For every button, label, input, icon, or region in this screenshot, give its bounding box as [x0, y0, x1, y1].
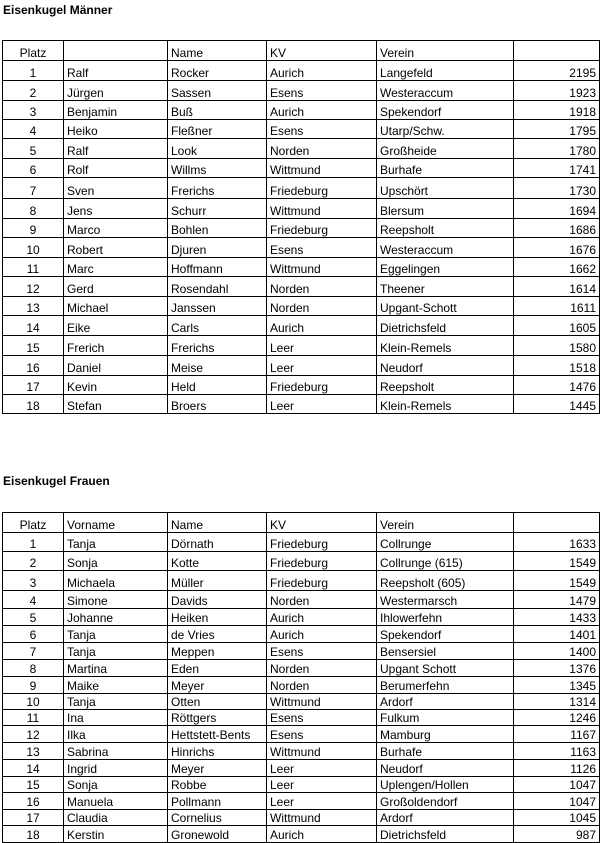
- header-platz: Platz: [3, 41, 64, 61]
- cell-vorname: Maike: [64, 677, 168, 694]
- cell-punkte: 1605: [514, 316, 600, 336]
- table-row: [3, 258, 600, 277]
- cell-punkte: 1518: [514, 356, 600, 376]
- table-row: [3, 356, 600, 376]
- cell-vorname: Ina: [64, 710, 168, 726]
- cell-vorname: Manuela: [64, 793, 168, 810]
- cell-verein: Westeraccum: [377, 238, 514, 258]
- cell-punkte: 1246: [514, 710, 600, 726]
- cell-name: Meyer: [168, 760, 267, 777]
- cell-vorname: Tanja: [64, 643, 168, 660]
- cell-kv: Aurich: [267, 101, 377, 120]
- cell-punkte: 1730: [514, 178, 600, 199]
- header-name: Name: [168, 41, 267, 61]
- cell-punkte: 1047: [514, 793, 600, 810]
- cell-kv: Aurich: [267, 61, 377, 81]
- cell-name: Hinrichs: [168, 743, 267, 760]
- table-row: [3, 726, 600, 743]
- cell-kv: Leer: [267, 793, 377, 810]
- cell-vorname: Stefan: [64, 395, 168, 414]
- men-section-title: Eisenkugel Männer: [3, 3, 113, 17]
- cell-name: Buß: [168, 101, 267, 120]
- cell-name: Meppen: [168, 643, 267, 660]
- cell-vorname: Eike: [64, 316, 168, 336]
- cell-verein: Langefeld: [377, 61, 514, 81]
- cell-name: Hoffmann: [168, 258, 267, 277]
- cell-platz: 11: [3, 710, 64, 726]
- cell-verein: Blersum: [377, 199, 514, 219]
- cell-vorname: Sonja: [64, 552, 168, 571]
- cell-vorname: Michael: [64, 297, 168, 316]
- cell-punkte: 1580: [514, 336, 600, 356]
- header-kv: KV: [267, 513, 377, 533]
- table-row: [3, 178, 600, 199]
- table-row: [3, 219, 600, 238]
- table-row: [3, 571, 600, 591]
- cell-vorname: Ralf: [64, 61, 168, 81]
- cell-platz: 14: [3, 760, 64, 777]
- cell-punkte: 1633: [514, 533, 600, 552]
- cell-name: Bohlen: [168, 219, 267, 238]
- cell-vorname: Sven: [64, 178, 168, 199]
- cell-name: Heiken: [168, 609, 267, 626]
- cell-verein: Collrunge: [377, 533, 514, 552]
- cell-kv: Norden: [267, 139, 377, 159]
- cell-name: Schurr: [168, 199, 267, 219]
- table-row: [3, 81, 600, 101]
- cell-punkte: 1400: [514, 643, 600, 660]
- cell-name: Look: [168, 139, 267, 159]
- cell-punkte: 1167: [514, 726, 600, 743]
- cell-platz: 5: [3, 609, 64, 626]
- cell-vorname: Jens: [64, 199, 168, 219]
- cell-punkte: 1614: [514, 277, 600, 297]
- header-verein: Verein: [377, 513, 514, 533]
- cell-punkte: 2195: [514, 61, 600, 81]
- cell-kv: Esens: [267, 710, 377, 726]
- cell-verein: Burhafe: [377, 743, 514, 760]
- cell-kv: Friedeburg: [267, 571, 377, 591]
- cell-platz: 15: [3, 777, 64, 793]
- cell-name: Pollmann: [168, 793, 267, 810]
- cell-vorname: Kerstin: [64, 826, 168, 843]
- cell-punkte: 1045: [514, 810, 600, 826]
- cell-name: Kotte: [168, 552, 267, 571]
- cell-platz: 10: [3, 694, 64, 710]
- cell-punkte: 1476: [514, 376, 600, 395]
- cell-punkte: 1047: [514, 777, 600, 793]
- cell-vorname: Daniel: [64, 356, 168, 376]
- women-results-table: [2, 512, 600, 843]
- table-header-row: [3, 513, 600, 533]
- table-row: [3, 277, 600, 297]
- cell-vorname: Johanne: [64, 609, 168, 626]
- men-results-table: [2, 40, 600, 414]
- cell-name: Dörnath: [168, 533, 267, 552]
- table-row: [3, 643, 600, 660]
- cell-vorname: Sabrina: [64, 743, 168, 760]
- cell-kv: Wittmund: [267, 743, 377, 760]
- cell-kv: Esens: [267, 120, 377, 139]
- table-row: [3, 743, 600, 760]
- cell-kv: Wittmund: [267, 810, 377, 826]
- table-row: [3, 159, 600, 178]
- cell-vorname: Martina: [64, 660, 168, 677]
- table-row: [3, 552, 600, 571]
- cell-platz: 17: [3, 376, 64, 395]
- cell-platz: 9: [3, 677, 64, 694]
- table-header-row: [3, 41, 600, 61]
- cell-platz: 13: [3, 297, 64, 316]
- cell-name: Röttgers: [168, 710, 267, 726]
- cell-kv: Norden: [267, 660, 377, 677]
- header-punkte: [514, 513, 600, 533]
- cell-name: Held: [168, 376, 267, 395]
- cell-vorname: Tanja: [64, 694, 168, 710]
- cell-punkte: 1676: [514, 238, 600, 258]
- cell-kv: Norden: [267, 277, 377, 297]
- cell-platz: 8: [3, 199, 64, 219]
- cell-verein: Spekendorf: [377, 626, 514, 643]
- cell-vorname: Ingrid: [64, 760, 168, 777]
- cell-punkte: 1345: [514, 677, 600, 694]
- cell-name: Müller: [168, 571, 267, 591]
- header-name: Name: [168, 513, 267, 533]
- cell-platz: 17: [3, 810, 64, 826]
- cell-kv: Friedeburg: [267, 552, 377, 571]
- women-section-title: Eisenkugel Frauen: [3, 474, 110, 488]
- cell-vorname: Ralf: [64, 139, 168, 159]
- cell-verein: Großoldendorf: [377, 793, 514, 810]
- cell-platz: 3: [3, 101, 64, 120]
- cell-verein: Eggelingen: [377, 258, 514, 277]
- cell-platz: 13: [3, 743, 64, 760]
- cell-name: Broers: [168, 395, 267, 414]
- table-row: [3, 660, 600, 677]
- cell-name: Fleßner: [168, 120, 267, 139]
- cell-name: Gronewold: [168, 826, 267, 843]
- cell-verein: Fulkum: [377, 710, 514, 726]
- cell-platz: 18: [3, 395, 64, 414]
- header-vorname: [64, 41, 168, 61]
- cell-vorname: Tanja: [64, 533, 168, 552]
- table-row: [3, 694, 600, 710]
- cell-name: Djuren: [168, 238, 267, 258]
- cell-vorname: Claudia: [64, 810, 168, 826]
- cell-vorname: Heiko: [64, 120, 168, 139]
- cell-platz: 15: [3, 336, 64, 356]
- cell-vorname: Tanja: [64, 626, 168, 643]
- cell-vorname: Marco: [64, 219, 168, 238]
- cell-punkte: 1923: [514, 81, 600, 101]
- table-row: [3, 61, 600, 81]
- cell-platz: 1: [3, 533, 64, 552]
- table-row: [3, 826, 600, 843]
- cell-kv: Aurich: [267, 316, 377, 336]
- cell-name: Robbe: [168, 777, 267, 793]
- cell-name: Meise: [168, 356, 267, 376]
- cell-platz: 7: [3, 643, 64, 660]
- cell-verein: Bensersiel: [377, 643, 514, 660]
- cell-kv: Wittmund: [267, 159, 377, 178]
- cell-vorname: Simone: [64, 591, 168, 609]
- table-row: [3, 199, 600, 219]
- cell-name: Frerichs: [168, 178, 267, 199]
- cell-name: Otten: [168, 694, 267, 710]
- cell-verein: Reepsholt: [377, 219, 514, 238]
- cell-verein: Upgant-Schott: [377, 297, 514, 316]
- cell-platz: 2: [3, 81, 64, 101]
- cell-vorname: Frerich: [64, 336, 168, 356]
- cell-verein: Collrunge (615): [377, 552, 514, 571]
- cell-name: Eden: [168, 660, 267, 677]
- table-row: [3, 609, 600, 626]
- table-row: [3, 710, 600, 726]
- table-row: [3, 238, 600, 258]
- cell-verein: Neudorf: [377, 760, 514, 777]
- cell-kv: Friedeburg: [267, 219, 377, 238]
- cell-name: Willms: [168, 159, 267, 178]
- cell-vorname: Rolf: [64, 159, 168, 178]
- cell-vorname: Robert: [64, 238, 168, 258]
- cell-verein: Westeraccum: [377, 81, 514, 101]
- cell-punkte: 1401: [514, 626, 600, 643]
- cell-name: Cornelius: [168, 810, 267, 826]
- cell-platz: 14: [3, 316, 64, 336]
- cell-kv: Wittmund: [267, 258, 377, 277]
- header-verein: Verein: [377, 41, 514, 61]
- cell-kv: Friedeburg: [267, 376, 377, 395]
- cell-kv: Leer: [267, 336, 377, 356]
- cell-verein: Mamburg: [377, 726, 514, 743]
- cell-kv: Leer: [267, 395, 377, 414]
- table-row: [3, 591, 600, 609]
- cell-punkte: 1662: [514, 258, 600, 277]
- table-row: [3, 760, 600, 777]
- cell-vorname: Marc: [64, 258, 168, 277]
- cell-vorname: Gerd: [64, 277, 168, 297]
- cell-kv: Norden: [267, 297, 377, 316]
- cell-vorname: Ilka: [64, 726, 168, 743]
- cell-kv: Norden: [267, 591, 377, 609]
- table-row: [3, 120, 600, 139]
- cell-kv: Aurich: [267, 626, 377, 643]
- table-row: [3, 777, 600, 793]
- cell-vorname: Michaela: [64, 571, 168, 591]
- cell-punkte: 1741: [514, 159, 600, 178]
- cell-punkte: 1795: [514, 120, 600, 139]
- cell-verein: Upschört: [377, 178, 514, 199]
- cell-verein: Westermarsch: [377, 591, 514, 609]
- cell-name: Carls: [168, 316, 267, 336]
- cell-kv: Esens: [267, 726, 377, 743]
- table-row: [3, 297, 600, 316]
- header-vorname: Vorname: [64, 513, 168, 533]
- cell-punkte: 987: [514, 826, 600, 843]
- cell-kv: Norden: [267, 677, 377, 694]
- cell-verein: Utarp/Schw.: [377, 120, 514, 139]
- cell-punkte: 1314: [514, 694, 600, 710]
- cell-platz: 2: [3, 552, 64, 571]
- cell-vorname: Sonja: [64, 777, 168, 793]
- cell-punkte: 1780: [514, 139, 600, 159]
- table-row: [3, 376, 600, 395]
- table-row: [3, 810, 600, 826]
- cell-punkte: 1686: [514, 219, 600, 238]
- cell-name: Frerichs: [168, 336, 267, 356]
- cell-kv: Friedeburg: [267, 178, 377, 199]
- table-row: [3, 316, 600, 336]
- cell-name: Rosendahl: [168, 277, 267, 297]
- cell-name: Sassen: [168, 81, 267, 101]
- cell-punkte: 1611: [514, 297, 600, 316]
- header-punkte: [514, 41, 600, 61]
- cell-kv: Aurich: [267, 609, 377, 626]
- table-row: [3, 626, 600, 643]
- cell-vorname: Benjamin: [64, 101, 168, 120]
- cell-kv: Leer: [267, 760, 377, 777]
- cell-vorname: Kevin: [64, 376, 168, 395]
- cell-platz: 5: [3, 139, 64, 159]
- cell-verein: Uplengen/Hollen: [377, 777, 514, 793]
- cell-verein: Dietrichsfeld: [377, 826, 514, 843]
- table-row: [3, 139, 600, 159]
- table-row: [3, 677, 600, 694]
- cell-punkte: 1445: [514, 395, 600, 414]
- cell-verein: Neudorf: [377, 356, 514, 376]
- header-kv: KV: [267, 41, 377, 61]
- table-row: [3, 793, 600, 810]
- cell-verein: Reepsholt (605): [377, 571, 514, 591]
- cell-name: Meyer: [168, 677, 267, 694]
- cell-kv: Wittmund: [267, 694, 377, 710]
- cell-platz: 12: [3, 277, 64, 297]
- cell-punkte: 1549: [514, 552, 600, 571]
- cell-kv: Leer: [267, 777, 377, 793]
- cell-platz: 6: [3, 159, 64, 178]
- cell-kv: Esens: [267, 81, 377, 101]
- cell-platz: 4: [3, 591, 64, 609]
- cell-platz: 10: [3, 238, 64, 258]
- cell-platz: 7: [3, 178, 64, 199]
- cell-kv: Esens: [267, 643, 377, 660]
- cell-platz: 8: [3, 660, 64, 677]
- cell-verein: Theener: [377, 277, 514, 297]
- cell-name: Davids: [168, 591, 267, 609]
- table-row: [3, 533, 600, 552]
- cell-verein: Ardorf: [377, 694, 514, 710]
- cell-kv: Leer: [267, 356, 377, 376]
- cell-kv: Wittmund: [267, 199, 377, 219]
- cell-platz: 3: [3, 571, 64, 591]
- cell-name: de Vries: [168, 626, 267, 643]
- cell-kv: Esens: [267, 238, 377, 258]
- table-row: [3, 101, 600, 120]
- cell-verein: Klein-Remels: [377, 395, 514, 414]
- cell-platz: 1: [3, 61, 64, 81]
- cell-platz: 16: [3, 793, 64, 810]
- cell-kv: Friedeburg: [267, 533, 377, 552]
- cell-verein: Upgant Schott: [377, 660, 514, 677]
- cell-verein: Dietrichsfeld: [377, 316, 514, 336]
- cell-verein: Spekendorf: [377, 101, 514, 120]
- cell-verein: Großheide: [377, 139, 514, 159]
- cell-punkte: 1433: [514, 609, 600, 626]
- cell-verein: Ardorf: [377, 810, 514, 826]
- table-row: [3, 395, 600, 414]
- cell-platz: 18: [3, 826, 64, 843]
- cell-punkte: 1163: [514, 743, 600, 760]
- cell-verein: Klein-Remels: [377, 336, 514, 356]
- cell-platz: 4: [3, 120, 64, 139]
- cell-kv: Aurich: [267, 826, 377, 843]
- cell-punkte: 1376: [514, 660, 600, 677]
- cell-platz: 6: [3, 626, 64, 643]
- cell-name: Rocker: [168, 61, 267, 81]
- cell-platz: 11: [3, 258, 64, 277]
- cell-platz: 12: [3, 726, 64, 743]
- table-row: [3, 336, 600, 356]
- header-platz: Platz: [3, 513, 64, 533]
- cell-verein: Burhafe: [377, 159, 514, 178]
- cell-vorname: Jürgen: [64, 81, 168, 101]
- cell-name: Janssen: [168, 297, 267, 316]
- cell-platz: 16: [3, 356, 64, 376]
- cell-name: Hettstett-Bents: [168, 726, 267, 743]
- cell-punkte: 1479: [514, 591, 600, 609]
- cell-verein: Reepsholt: [377, 376, 514, 395]
- cell-punkte: 1549: [514, 571, 600, 591]
- cell-punkte: 1694: [514, 199, 600, 219]
- cell-platz: 9: [3, 219, 64, 238]
- cell-punkte: 1126: [514, 760, 600, 777]
- cell-verein: Ihlowerfehn: [377, 609, 514, 626]
- cell-punkte: 1918: [514, 101, 600, 120]
- cell-verein: Berumerfehn: [377, 677, 514, 694]
